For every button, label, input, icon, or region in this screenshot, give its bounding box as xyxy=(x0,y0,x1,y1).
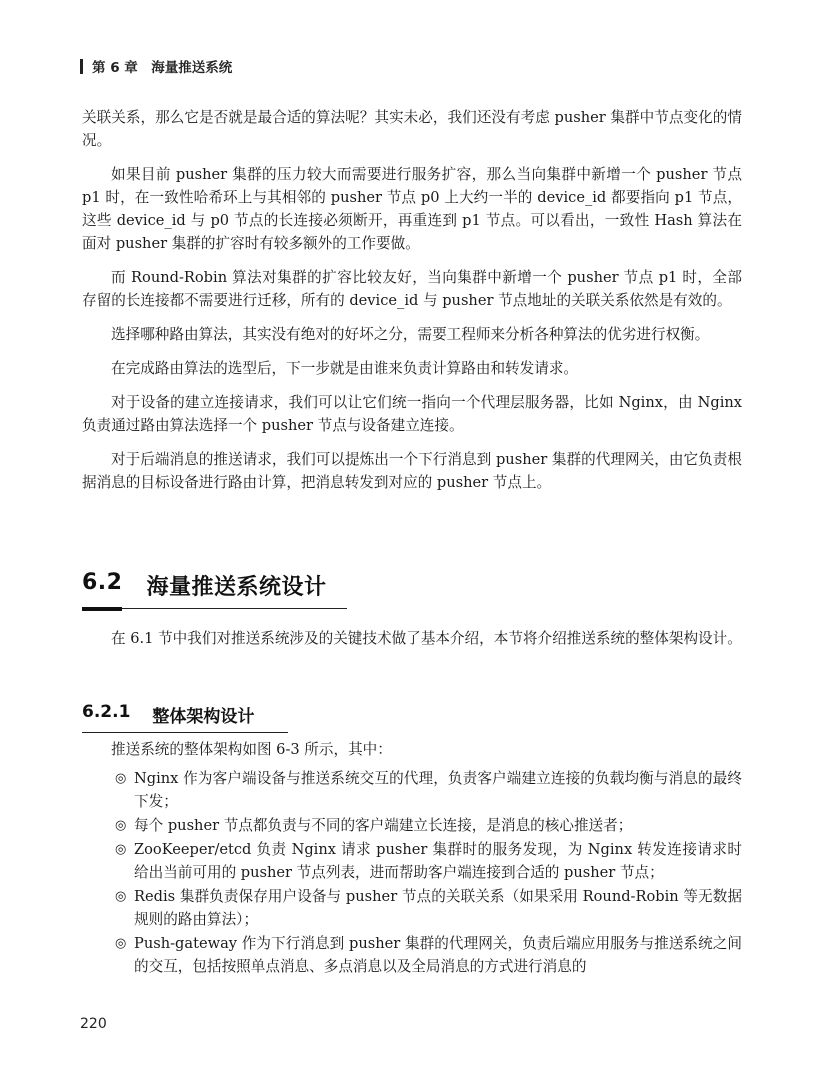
component-list xyxy=(82,767,742,978)
section-intro-block xyxy=(82,627,742,650)
bullet-mark: ◎ xyxy=(115,818,127,833)
bullet-mark: ◎ xyxy=(115,936,127,951)
section-intro: 在 6.1 节中我们对推送系统涉及的关键技术做了基本介绍，本节将介绍推送系统的整体架构设计。 xyxy=(111,630,742,647)
body-text-top xyxy=(82,106,742,494)
paragraph-continued: 关联关系，那么它是否就是最合适的算法呢？其实未必，我们还没有考虑 pusher 集群中节点变化的情况。 xyxy=(82,109,742,149)
bullet-mark: ◎ xyxy=(115,771,127,786)
bullet-mark: ◎ xyxy=(115,889,127,904)
subsection-number: 6.2.1 xyxy=(82,702,131,722)
paragraph: 如果目前 pusher 集群的压力较大而需要进行服务扩容，那么当向集群中新增一个 pusher 节点 p1 时，在一致性哈希环上与其相邻的 pusher 节点 p0 上大约一半的 device_id 都要指向 p1 节点，这些 device_id 与 p0 节点的长连接必须断开，再重连到 p1 节点。可以看出，一致性 Hash 算法在面对 pusher 集群的扩容时有较多额外的工作要做。 xyxy=(82,166,742,252)
subsection-title: 整体架构设计 xyxy=(152,707,255,727)
list-item: ◎ ZooKeeper/etcd 负责 Nginx 请求 pusher 集群时的服务发现，为 Nginx 转发连接请求时给出当前可用的 pusher 节点列表，进而帮助客户端连接到合适的 pusher 节点； xyxy=(82,838,742,884)
architecture-list-block xyxy=(82,738,742,979)
subsection-heading xyxy=(82,702,288,733)
list-item: ◎ Push-gateway 作为下行消息到 pusher 集群的代理网关，负责后端应用服务与推送系统之间的交互，包括按照单点消息、多点消息以及全局消息的方式进行消息的 xyxy=(82,932,742,978)
bullet-mark: ◎ xyxy=(115,842,127,857)
section-number: 6.2 xyxy=(82,570,123,595)
page-number: 220 xyxy=(80,1016,107,1032)
list-item: ◎ Nginx 作为客户端设备与推送系统交互的代理，负责客户端建立连接的负载均衡与消息的最终下发； xyxy=(82,767,742,813)
list-item: ◎ Redis 集群负责保存用户设备与 pusher 节点的关联关系（如果采用 Round-Robin 等无数据规则的路由算法）； xyxy=(82,885,742,931)
paragraph: 在完成路由算法的选型后，下一步就是由谁来负责计算路由和转发请求。 xyxy=(111,360,579,377)
running-head-bar xyxy=(80,59,83,74)
running-head xyxy=(80,56,232,76)
section-rule xyxy=(82,607,347,611)
subsection-intro: 推送系统的整体架构如图 6-3 所示，其中： xyxy=(111,741,392,758)
running-head-text: 第 6 章 海量推送系统 xyxy=(92,60,233,76)
paragraph: 对于后端消息的推送请求，我们可以提炼出一个下行消息到 pusher 集群的代理网关，由它负责根据消息的目标设备进行路由计算，把消息转发到对应的 pusher 节点上。 xyxy=(82,451,742,491)
paragraph: 选择哪种路由算法，其实没有绝对的好坏之分，需要工程师来分析各种算法的优劣进行权衡。 xyxy=(111,326,710,343)
paragraph: 对于设备的建立连接请求，我们可以让它们统一指向一个代理层服务器，比如 Nginx，由 Nginx 负责通过路由算法选择一个 pusher 节点与设备建立连接。 xyxy=(82,394,742,434)
section-title: 海量推送系统设计 xyxy=(146,575,327,600)
section-heading xyxy=(82,570,347,611)
paragraph: 而 Round-Robin 算法对集群的扩容比较友好，当向集群中新增一个 pusher 节点 p1 时，全部存留的长连接都不需要进行迁移，所有的 device_id 与 pusher 节点地址的关联关系依然是有效的。 xyxy=(82,269,742,309)
subsection-rule xyxy=(82,732,288,733)
list-item: ◎ 每个 pusher 节点都负责与不同的客户端建立长连接，是消息的核心推送者； xyxy=(82,814,742,837)
